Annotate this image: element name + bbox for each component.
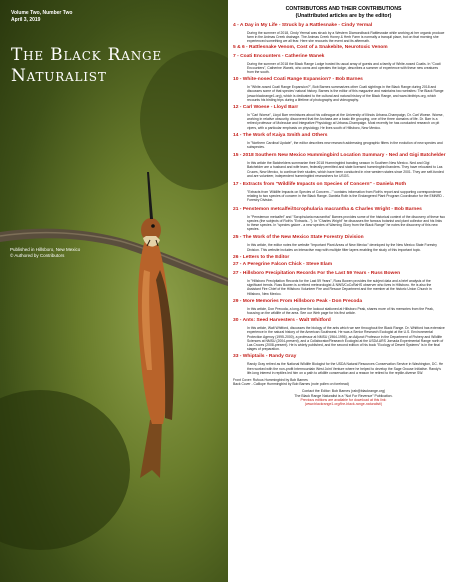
entry-description: In this article, Walt Whitford, discusses the biology of the ants which we see throughout the Black Range. Dr. Whitford has extensive experience in the natural history of the American Southwest. He was a Senior Research Ecologist at the U.S. Environmental Protection Agency (1995-2000), a professor at NMSU (1964-1995), an Adjunct Professor in the Department of Fishery and Wildlife Sciences at NMSU (2004-present), and a Collaborator/Research Ecologist at the USDA ARS Jornada Experimental Range north of Las Cruces (2008-present). He is widely published, and the second edition of his book "Ecology of Desert Systems" is in the final stages of preparation.: [247, 326, 445, 352]
previous-editions-note: Previous editions are available for download at this link:: [300, 397, 387, 402]
entry-title: 5 & 6 - Rattlesnake Venom, Cost of a Snakebite, Neurotoxic Venom: [233, 44, 388, 50]
cover-title: [11, 45, 162, 87]
entry-title: 10 - White-nosed Coati Range Expansion? - Bob Barnes: [233, 77, 363, 83]
contents-entry: [233, 235, 455, 251]
contents-entry: [233, 45, 455, 51]
contents-entry: [233, 153, 455, 178]
entry-title: 33 - Whiptails - Randy Gray: [233, 354, 297, 360]
entry-title: 27 - A Peregrine Falcon Chick - Steve Elam: [233, 261, 333, 267]
hummingbird: [138, 172, 174, 478]
contents-entry: [233, 54, 455, 75]
entry-description: In "Penstemon metcalfei" and "Scrophularia macrantha" Barnes provides some of the historical context of the discovery of these two species (the subjects of Roth's "Extracts..."). In "Charles Wright" he discusses the famous botanist and plant collector and his links to these species. In "species galore - a new species of Warning Glory from the Black Range" he notes the discovery of this new species.: [247, 214, 445, 232]
entry-title: 12 - Carl Woese - Lloyd Barr: [233, 105, 299, 111]
contact-editor: Contact the Editor: Bob Barnes (rab@blackrange.org): [301, 389, 386, 394]
contact-block: [229, 389, 458, 406]
cover-footer-line1: Published in Hillsboro, New Mexico: [10, 247, 81, 252]
cover-footer-line2: © Authored by Contributors: [10, 253, 65, 258]
entry-description: In "White-nosed Coati Range Expansion?", Bob Barnes summarizes other Coati sightings in the Black Range during 2018 and discusses some of that species' natural history. Barnes is the editor of this magazine and maintains two websites: The Black Range (www.blackrange1.org), which is dedicated to the cultural and natural history of the Black Range, and www.birdtrips.org, which recounts his birding trips during a lifetime of photography and videography.: [247, 85, 444, 102]
contents-page: [229, 0, 458, 582]
entry-title: 4 - A Day in My Life - Struck by a Rattlesnake - Cindy Yermal: [233, 23, 373, 28]
cover-footer: [10, 247, 80, 259]
magazine-cover: [0, 0, 228, 582]
entry-title: 7 - Coati Encounters - Catherine Wanek: [233, 53, 325, 59]
contents-entry: [233, 318, 455, 351]
back-cover-credit: Back Cover - Calliope Hummingbird by Bob Barnes (note pollen on forehead): [233, 382, 349, 387]
cover-volume: Volume Two, Number Two: [11, 10, 73, 16]
contents-list: [229, 23, 458, 375]
entry-description: During the summer of 2018 the Black Range Lodge hosted its usual array of guests and a family of White-nosed Coatis. In "Coati Encounters", Catherine Wanek, who owns and operates the lodge, describes a summer of experience with these new creatures from the south.: [247, 61, 441, 75]
contents-entry: [233, 255, 455, 261]
entry-description: During the summer of 2018, Cindy Yermal was struck by a Western Diamondback Rattlesnake while working at her organic produce farm in the Animas Creek drainage. The Animas Creek Honey & Herb Farm is normally a tranquil place, but on that morning she experienced something we all fear. Here she recounts the event and its aftermath.: [247, 31, 445, 44]
contents-entry: [233, 354, 455, 375]
contents-entry: [233, 262, 455, 268]
entry-title: 30 - Ants: Seed Harvesters - Walt Whitford: [233, 318, 331, 324]
entry-description: In "Carl Woese", Lloyd Barr reminisces about his colleague at the University of Illinois Urbana-Champaign, Dr. Carl Woese. Woese, working in relative obscurity, discovered that the Archaea are a basic life grouping, one of the three domains of life. Dr. Barr is a retired professor of Molecular and Integrative Physiology at Urbana-Champaign. Most recently he has conducted research on pit vipers, with a particular emphasis on physiology. He lives south of Hillsboro, New Mexico.: [247, 113, 444, 130]
cover-issue-info: [11, 10, 72, 24]
entry-title: 29 - More Memories From Hillsboro Peak - Don Precoda: [233, 298, 363, 304]
contents-entry: [233, 23, 455, 44]
contents-entry: [233, 105, 455, 130]
entry-title: 27 - Hillsboro Precipitation Records For the Last 59 Years - Russ Bowen: [233, 270, 401, 276]
front-cover-credit: Front Cover: Rufous Hummingbird by Bob Barnes: [233, 377, 308, 382]
contents-heading: [229, 6, 458, 19]
cover-title-line1: The Black Range: [11, 45, 162, 65]
cover-credits: [233, 378, 458, 386]
contents-entry: [233, 207, 455, 232]
entry-description: "Extracts from 'Wildlife Impacts on Species of Concern...'" contains information from Roth's report and supporting correspondence relating to two species of concern in the Black Range. Daniela Roth is the Endangered Plant Program Coordinator for the EMNRD - Forestry Division.: [247, 190, 444, 203]
entry-title: 14 - The Work of Kaiya Smith and Others: [233, 132, 328, 138]
entry-title: 21 - Penstemon metcalfei/Scrophularia macrantha & Charles Wright - Bob Barnes: [233, 206, 422, 212]
entry-description: In "Northern Cardinal Update", the editor describes new research addressing geographic filters in the evolution of new species and subspecies.: [247, 140, 443, 150]
entry-description: In this article, the editor notes the website "Important Plant Areas of New Mexico" developed by the New Mexico State Forestry Division. This website includes an interactive map with multiple filter layers enabling the study of this important topic.: [247, 243, 437, 252]
entry-title: 26 - Letters to the Editor: [233, 254, 290, 260]
entry-description: In this article, Don Precoda, a long-time fire lookout stationed at Hillsboro Peak, shares more of his memories from the Peak, focusing on the wildlife of the area. See our Web page for his first article.: [247, 306, 434, 315]
entry-title: 17 - Extracts from "Wildlife Impacts on Species of Concern" - Daniela Roth: [233, 182, 407, 188]
contents-entry: [233, 271, 455, 296]
previous-editions-link[interactable]: (www.blackrange1.org/the-black-range-naturalist/): [304, 402, 383, 407]
contents-entry: [233, 77, 455, 102]
contents-heading-line2: (Unattributed articles are by the editor): [295, 12, 392, 19]
cover-title-line2: Naturalist: [11, 66, 107, 86]
cover-date: April 3, 2019: [11, 17, 41, 23]
entry-description: In "Hillsboro Precipitation Records for the Last 59 Years", Russ Bowen provides the subject data and a brief analysis of the significant trends. Russ Bowen is a retired meteorologist & NWS/CoCoRaHS observer who lives in Hillsboro. He is also the Assistant Fire Chief of the Hillsboro Volunteer Fire and Rescue Department and the member at the historic Union Church in Hillsboro, New Mexico.: [247, 278, 432, 296]
entry-description: In this article the Batchelders summarize their 2018 Hummingbird banding season in Southern New Mexico. Ned and Gigi Batchelder are a husband and wife team, federally permitted and state licensed hummingbird banders. They have relocated to Las Cruces, New Mexico, to continue their studies, which have been conducted in nine western states since 2001. They are self-funded and are volunteer, independent hummingbird researchers for USGS.: [247, 161, 444, 178]
hummingbird-photo: [0, 0, 228, 582]
contents-entry: [233, 299, 455, 315]
entry-description: Randy Gray retired as the National Wildlife Biologist for the USDA Natural Resources Conservation Service in Washington, DC. He then worked with the non-profit Intermountain West Joint Venture where he helped to develop the Sage Grouse Initiative. Randy's life-long interest in reptiles led him on a path to wildlife conservation and a reason he retired to the reptile-diverse SW.: [247, 362, 444, 375]
entry-title: 15 - 2018 Southern New Mexico Hummingbird Location Summary - Ned and Gigi Batchelder: [233, 153, 446, 159]
contents-heading-line1: CONTRIBUTORS AND THEIR CONTRIBUTIONS: [285, 6, 402, 12]
contents-entry: [233, 182, 455, 203]
contents-entry: [233, 133, 455, 149]
entry-title: 25 - The Work of the New Mexico State Forestry Division: [233, 235, 364, 241]
publication-note: The Black Range Naturalist is a "Not For Revenue" Publication.: [294, 393, 393, 398]
